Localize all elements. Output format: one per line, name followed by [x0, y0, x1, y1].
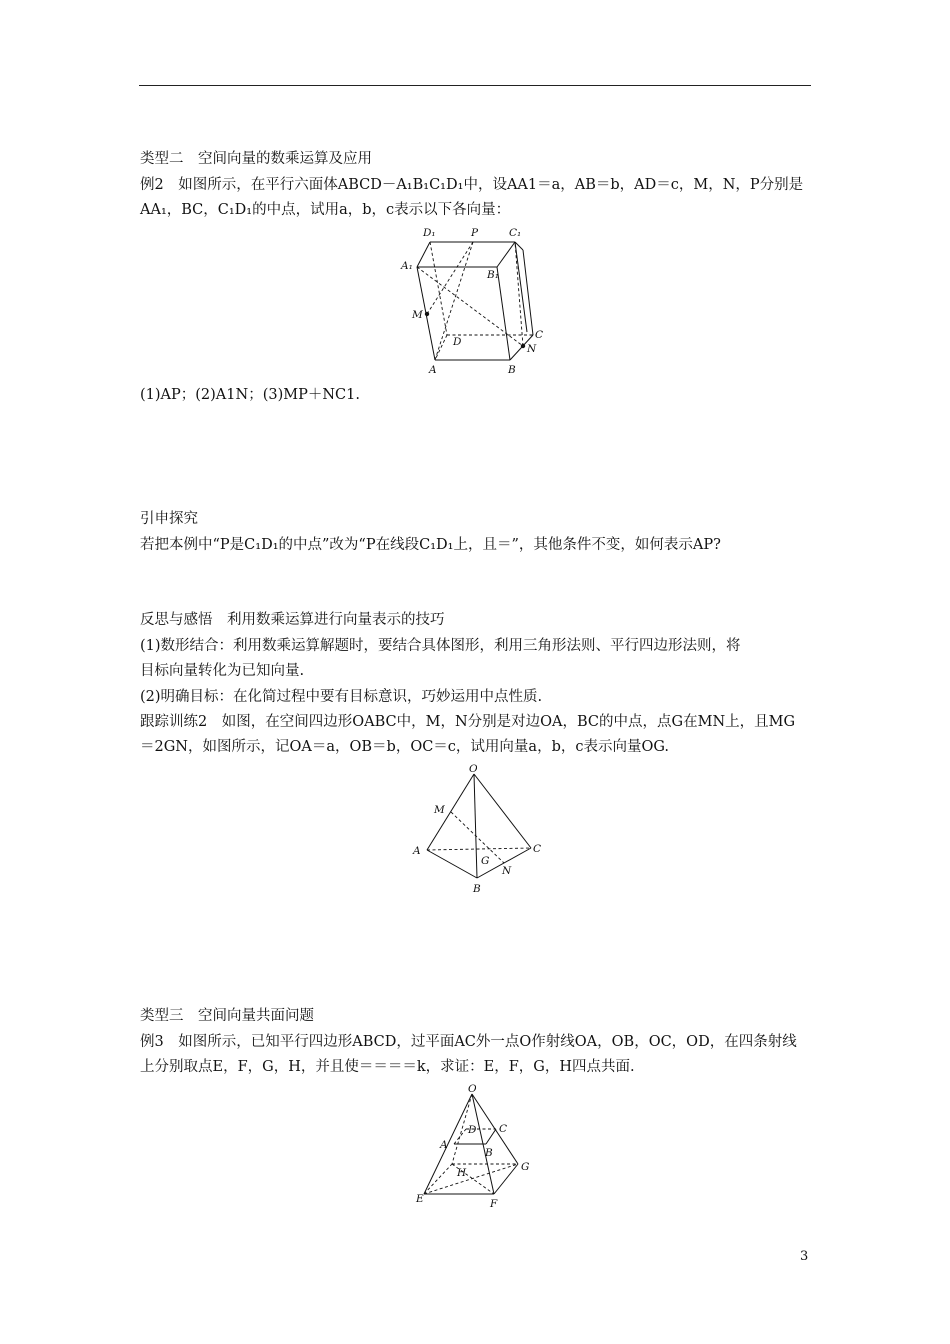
parallelepiped-figure	[395, 222, 555, 380]
label-B: B	[508, 364, 516, 376]
label-D: D	[453, 336, 462, 348]
example2-line2: AA₁，BC，C₁D₁的中点，试用a，b，c表示以下各向量：	[140, 202, 511, 218]
tetrahedron-figure	[405, 760, 555, 900]
practice2-line2: ＝2GN，如图所示，记OA＝a，OB＝b，OC＝c，试用向量a，b，c表示向量OG.	[140, 739, 670, 755]
label-E: E	[416, 1193, 424, 1205]
label-C: C	[535, 329, 544, 341]
extension-question: 若把本例中“P是C₁D₁的中点”改为“P在线段C₁D₁上，且＝”，其他条件不变，如何表示AP?	[140, 537, 721, 553]
example2-line1: 例2 如图所示，在平行六面体ABCD－A₁B₁C₁D₁中，设AA1＝a，AB＝b，AD＝c，M，N，P分别是	[140, 177, 804, 193]
label-O: O	[468, 1083, 477, 1095]
label-A: A	[413, 845, 421, 857]
label-M: M	[434, 804, 445, 816]
label-A: A	[440, 1139, 448, 1151]
label-C1: C₁	[509, 227, 522, 239]
label-D: D	[468, 1124, 477, 1136]
label-F: F	[490, 1198, 498, 1210]
reflection-point1-line1: (1)数形结合：利用数乘运算解题时，要结合具体图形，利用三角形法则、平行四边形法则，将	[140, 638, 741, 654]
example2-questions: (1)AP；(2)A1N；(3)MP＋NC1.	[140, 387, 360, 403]
label-P: P	[471, 227, 479, 239]
label-B: B	[485, 1147, 493, 1159]
label-C: C	[533, 843, 542, 855]
label-M: M	[412, 309, 423, 321]
reflection-point1-line2: 目标向量转化为已知向量.	[140, 663, 305, 679]
example3-line2: 上分别取点E，F，G，H，并且使＝＝＝＝k，求证：E，F，G，H四点共面.	[140, 1059, 635, 1075]
pyramid-figure	[410, 1082, 545, 1212]
label-A1: A₁	[401, 260, 413, 272]
example3-line1: 例3 如图所示，已知平行四边形ABCD，过平面AC外一点O作射线OA，OB，OC，OD，在四条射线	[140, 1034, 797, 1050]
label-N: N	[527, 343, 537, 355]
label-C: C	[499, 1123, 508, 1135]
label-H: H	[457, 1167, 467, 1179]
section-heading-type2: 类型二 空间向量的数乘运算及应用	[140, 151, 372, 167]
header-rule	[139, 85, 811, 86]
label-O: O	[469, 763, 478, 775]
reflection-point2: (2)明确目标：在化简过程中要有目标意识，巧妙运用中点性质.	[140, 689, 543, 705]
label-A: A	[429, 364, 437, 376]
label-G: G	[521, 1161, 530, 1173]
label-D1: D₁	[423, 227, 436, 239]
label-B: B	[473, 883, 481, 895]
label-G: G	[481, 855, 490, 867]
page-number: 3	[800, 1249, 809, 1264]
practice2-line1: 跟踪训练2 如图，在空间四边形OABC中，M，N分别是对边OA，BC的中点，点G在MN上，且MG	[140, 714, 796, 730]
label-B1: B₁	[487, 269, 499, 281]
reflection-heading: 反思与感悟 利用数乘运算进行向量表示的技巧	[140, 612, 445, 628]
extension-heading: 引申探究	[140, 511, 198, 527]
section-heading-type3: 类型三 空间向量共面问题	[140, 1008, 314, 1024]
label-N: N	[502, 865, 512, 877]
